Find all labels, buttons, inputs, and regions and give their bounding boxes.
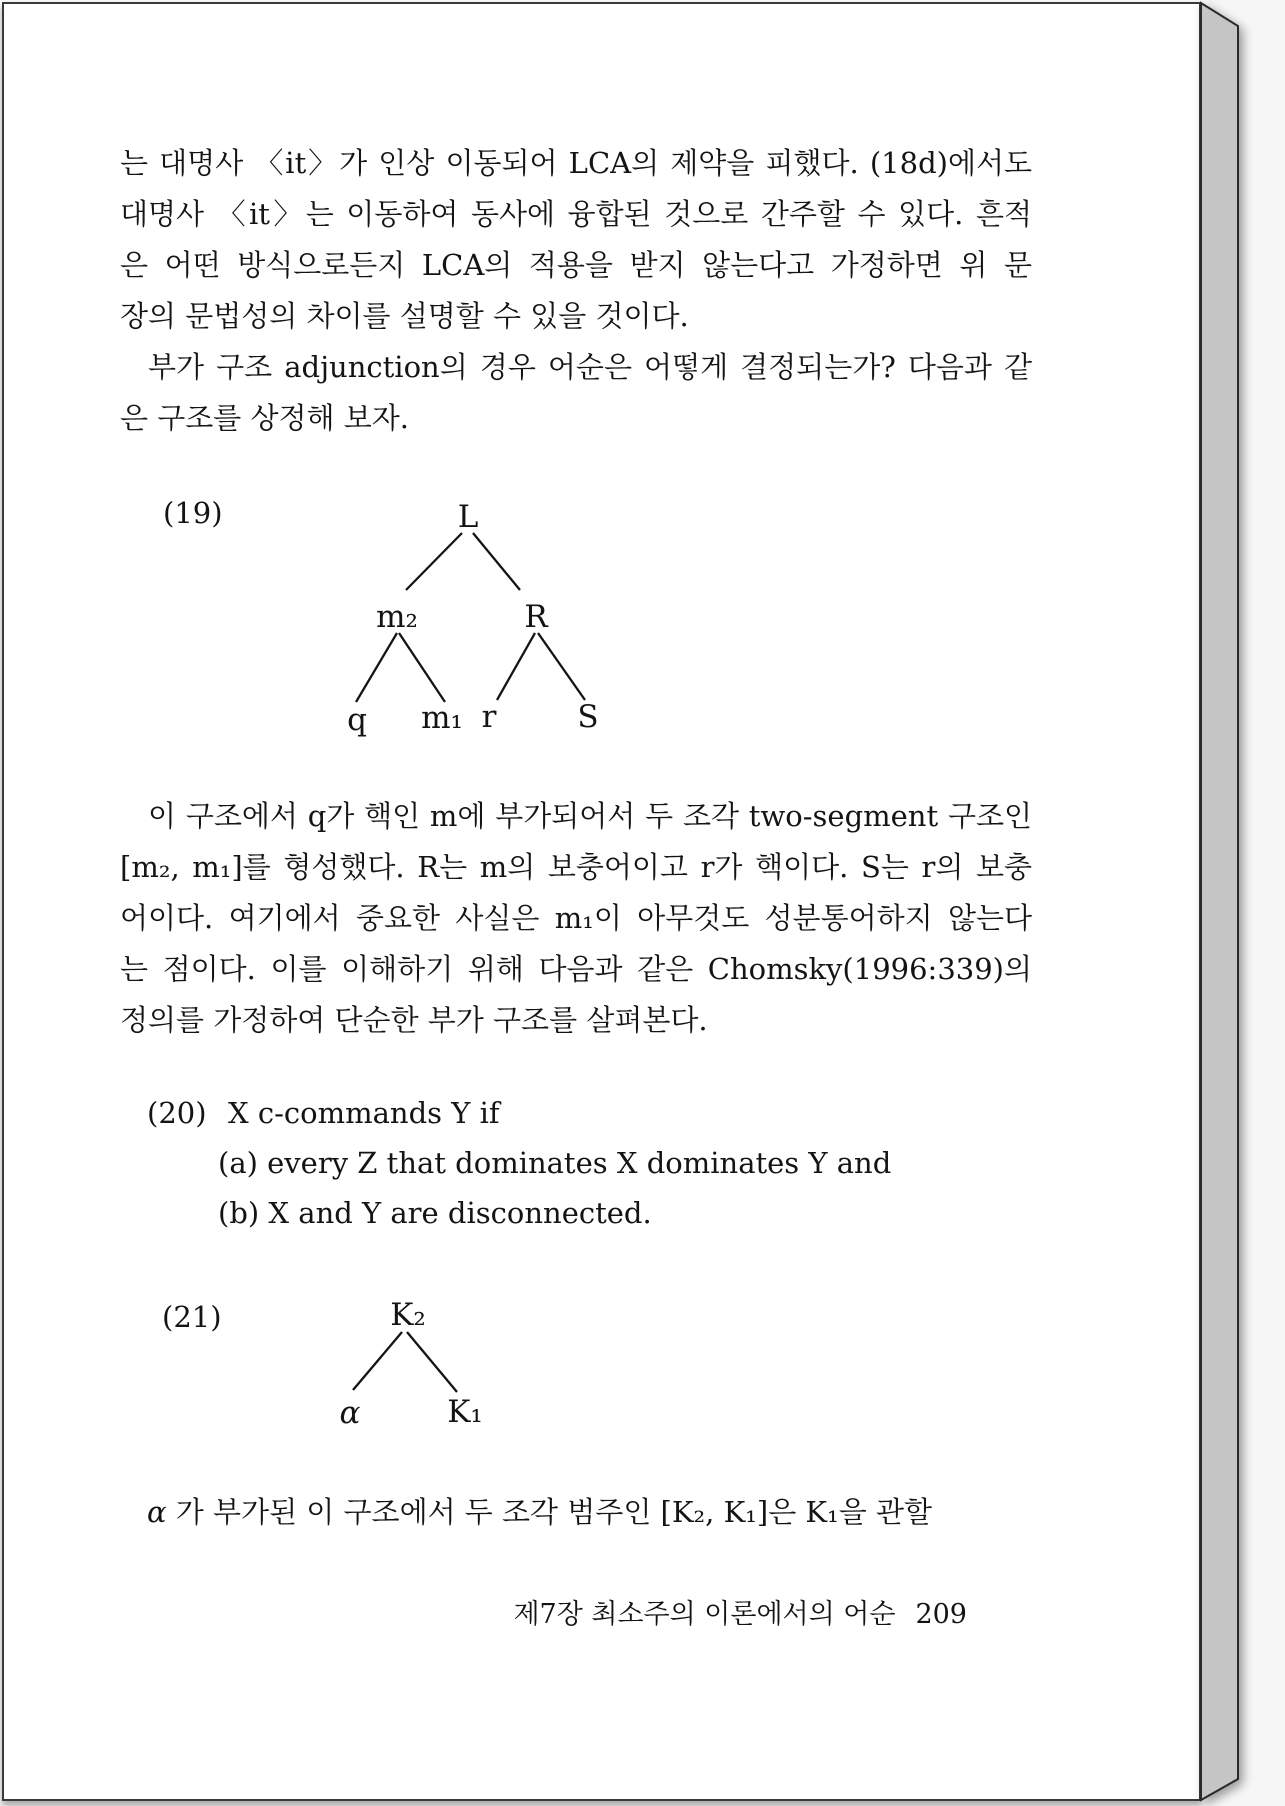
example-21-label: (21) xyxy=(162,1300,222,1334)
body-line: 정의를 가정하여 단순한 부가 구조를 살펴본다. xyxy=(120,1003,708,1037)
chapter-title: 제7장 최소주의 이론에서의 어순 xyxy=(513,1599,896,1630)
tree-edge xyxy=(407,1332,457,1392)
body-line: 은 어떤 방식으로든지 LCA의 적용을 받지 않는다고 가정하면 위 문 xyxy=(120,248,1032,282)
tree-node-r: r xyxy=(481,699,497,735)
tree-diagram-21 xyxy=(100,1290,640,1450)
book-edge-shape xyxy=(1201,3,1238,1800)
tree-node-m1: m₁ xyxy=(421,700,463,736)
page-number: 209 xyxy=(915,1599,967,1630)
example-20-item-a: (a) every Z that dominates X dominates Y and xyxy=(218,1146,892,1180)
tree-node-K2: K₂ xyxy=(390,1297,426,1333)
body-line: 은 구조를 상정해 보자. xyxy=(120,401,409,435)
body-line: 어이다. 여기에서 중요한 사실은 m₁이 아무것도 성분통어하지 않는다 xyxy=(120,901,1032,935)
body-line: 대명사 〈it〉는 이동하여 동사에 융합된 것으로 간주할 수 있다. 흔적 xyxy=(120,197,1032,231)
tree-edge xyxy=(399,633,445,702)
tree-node-R: R xyxy=(524,599,548,635)
tree-node-m2: m₂ xyxy=(376,599,418,635)
tree-edge xyxy=(473,533,520,590)
example-20-head: X c-commands Y if xyxy=(228,1096,500,1130)
example-19-label: (19) xyxy=(163,496,223,530)
tree-edge xyxy=(497,633,535,700)
tree-node-q: q xyxy=(347,702,367,738)
tree-node-K1: K₁ xyxy=(447,1394,483,1430)
tree-edge xyxy=(353,1332,402,1390)
body-line: 부가 구조 adjunction의 경우 어순은 어떻게 결정되는가? 다음과 같 xyxy=(148,350,1032,384)
tree-edge xyxy=(538,633,585,700)
body-line: [m₂, m₁]를 형성했다. R는 m의 보충어이고 r가 핵이다. S는 r의 보충 xyxy=(120,850,1032,884)
example-20-label: (20) xyxy=(147,1096,207,1130)
paragraph-2 xyxy=(120,791,1032,1046)
example-20-head-row xyxy=(147,1088,907,1138)
body-line: 는 점이다. 이를 이해하기 위해 다음과 같은 Chomsky(1996:339)의 xyxy=(120,952,1032,986)
tree-edge xyxy=(356,633,397,702)
example-20-item-b: (b) X and Y are disconnected. xyxy=(218,1196,652,1230)
tree-edge xyxy=(406,533,462,590)
tree-node-S: S xyxy=(577,699,599,735)
body-line: 가 부가된 이 구조에서 두 조각 범주인 [K₂, K₁]은 K₁을 관할 xyxy=(166,1495,932,1529)
tree-node-alpha: α xyxy=(339,1395,361,1431)
body-line: 이 구조에서 q가 핵인 m에 부가되어서 두 조각 two-segment 구조인 xyxy=(148,799,1032,833)
tree-diagram-19 xyxy=(100,480,640,750)
running-footer xyxy=(500,1598,967,1632)
alpha-symbol: α xyxy=(147,1495,167,1529)
paragraph-1 xyxy=(120,138,1032,444)
body-line: 는 대명사 〈it〉가 인상 이동되어 LCA의 제약을 피했다. (18d)에서도 xyxy=(120,146,1032,180)
tree-node-L: L xyxy=(457,499,479,535)
paragraph-3 xyxy=(120,1487,1032,1538)
body-line: 장의 문법성의 차이를 설명할 수 있을 것이다. xyxy=(120,299,689,333)
example-20 xyxy=(147,1088,907,1238)
